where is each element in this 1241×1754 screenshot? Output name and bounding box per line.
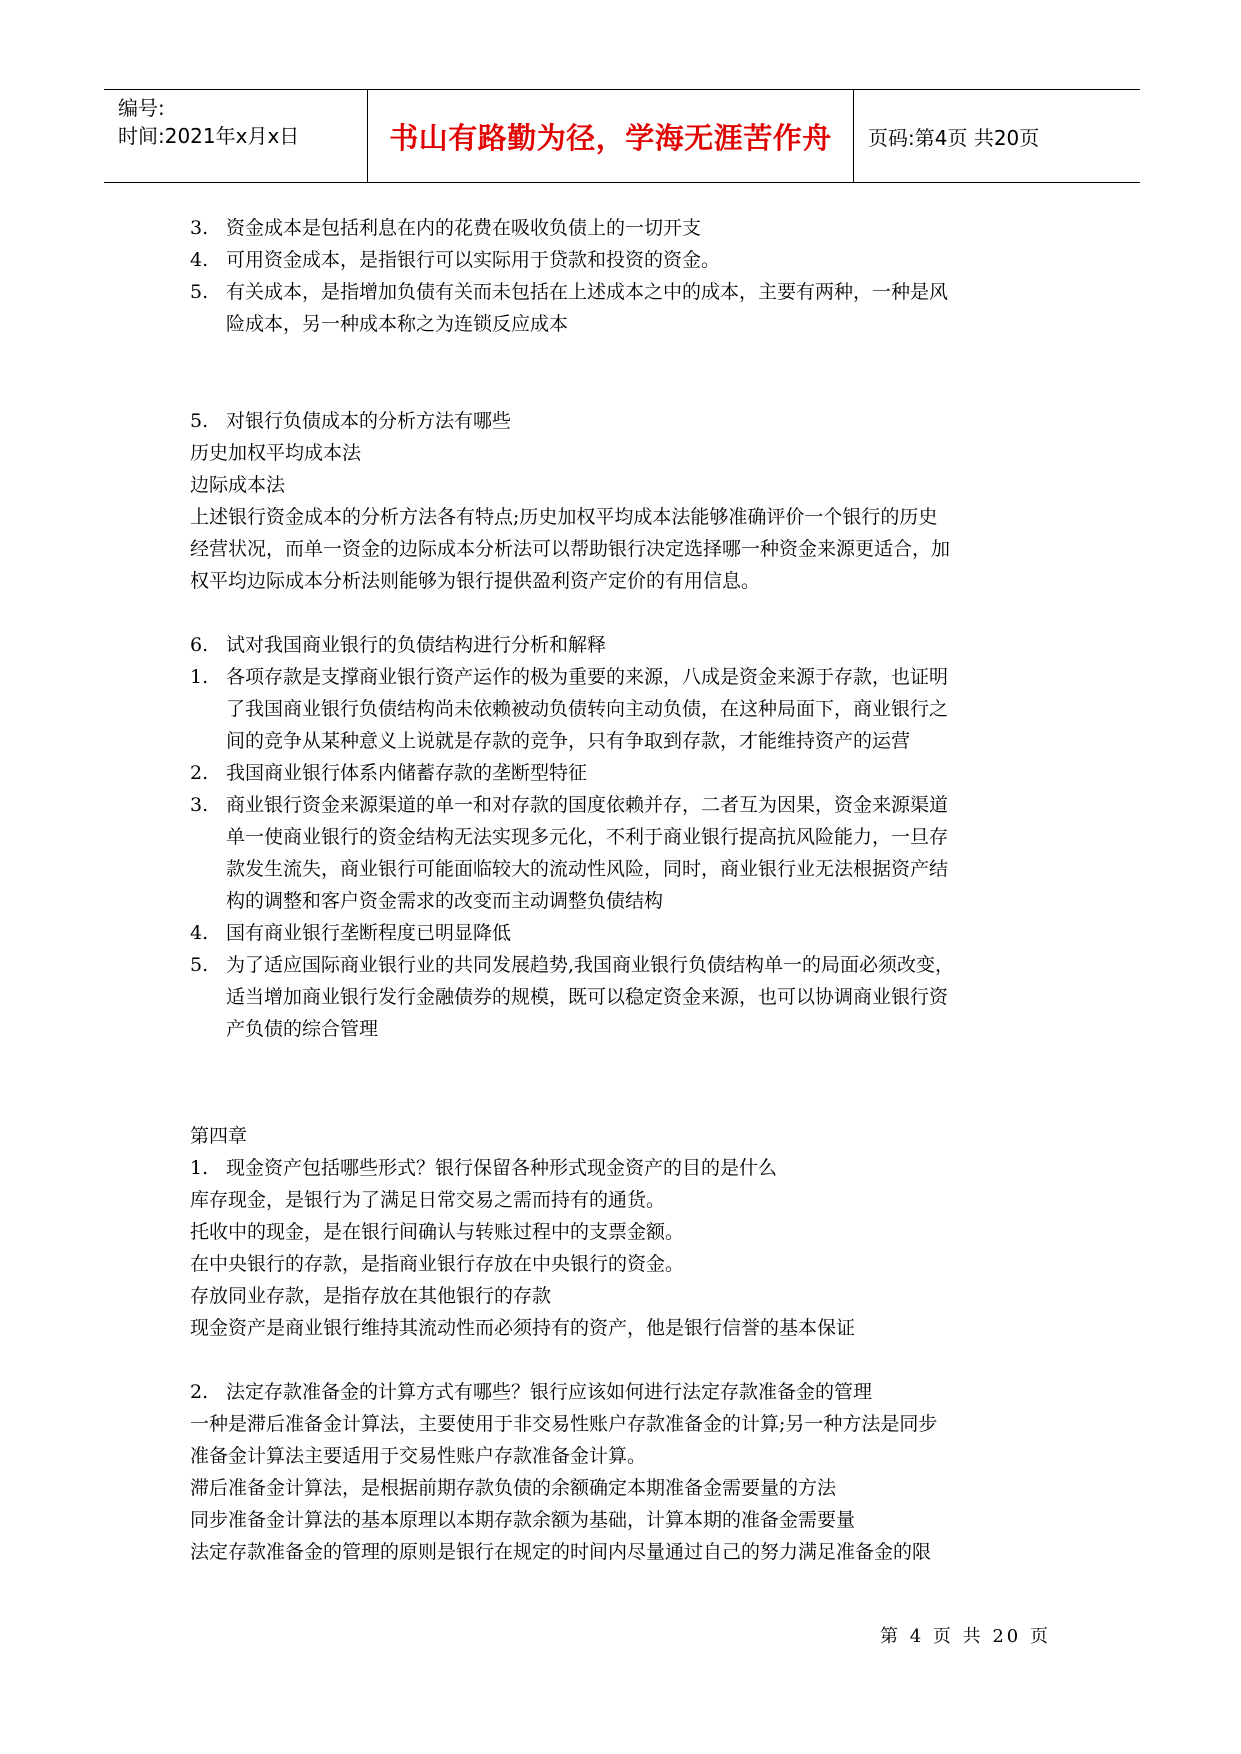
list-item <box>0 917 1241 949</box>
header-meta <box>118 94 299 150</box>
question-heading <box>0 405 1241 437</box>
document-header <box>104 89 1140 183</box>
footer-page-number: 第 4 页 共 20 页 <box>880 1626 1051 1647</box>
list-item-number: 2. <box>190 762 209 784</box>
document-number-label: 编号: <box>118 96 165 120</box>
list-item <box>0 661 1241 693</box>
paragraph-line: 法定存款准备金的管理的原则是银行在规定的时间内尽量通过自己的努力满足准备金的限 <box>190 1541 932 1563</box>
paragraph-line: 滞后准备金计算法，是根据前期存款负债的余额确定本期准备金需要量的方法 <box>190 1477 837 1499</box>
list-item-number: 4. <box>190 249 209 271</box>
list-item-text: 可用资金成本，是指银行可以实际用于贷款和投资的资金。 <box>226 249 721 271</box>
paragraph-line: 边际成本法 <box>190 474 286 496</box>
list-item <box>0 212 1241 244</box>
list-item-number: 3. <box>190 794 209 816</box>
list-item-continuation: 了我国商业银行负债结构尚未依赖被动负债转向主动负债，在这种局面下，商业银行之 <box>226 698 949 720</box>
paragraph-line: 历史加权平均成本法 <box>190 442 362 464</box>
list-item-number: 5. <box>190 954 209 976</box>
list-item-number: 4. <box>190 922 209 944</box>
question-text: 现金资产包括哪些形式？银行保留各种形式现金资产的目的是什么 <box>226 1157 778 1179</box>
list-item-continuation: 适当增加商业银行发行金融债券的规模，既可以稳定资金来源，也可以协调商业银行资 <box>226 986 949 1008</box>
list-item-continuation: 款发生流失，商业银行可能面临较大的流动性风险，同时，商业银行业无法根据资产结 <box>226 858 949 880</box>
list-item-continuation: 险成本，另一种成本称之为连锁反应成本 <box>226 313 569 335</box>
question-heading <box>0 629 1241 661</box>
list-item-continuation: 构的调整和客户资金需求的改变而主动调整负债结构 <box>226 890 664 912</box>
list-item <box>0 789 1241 821</box>
list-item-text: 资金成本是包括利息在内的花费在吸收负债上的一切开支 <box>226 217 702 239</box>
list-item-text: 商业银行资金来源渠道的单一和对存款的国度依赖并存，二者互为因果，资金来源渠道 <box>226 794 949 816</box>
list-item-text: 我国商业银行体系内储蓄存款的垄断型特征 <box>226 762 588 784</box>
list-item <box>0 949 1241 981</box>
paragraph-line: 准备金计算法主要适用于交易性账户存款准备金计算。 <box>190 1445 647 1467</box>
question-text: 对银行负债成本的分析方法有哪些 <box>226 410 512 432</box>
chapter-heading: 第四章 <box>190 1125 248 1147</box>
list-item-continuation: 单一使商业银行的资金结构无法实现多元化，不利于商业银行提高抗风险能力，一旦存 <box>226 826 949 848</box>
paragraph-line: 库存现金，是银行为了满足日常交易之需而持有的通货。 <box>190 1189 666 1211</box>
list-item-number: 3. <box>190 217 209 239</box>
question-number: 6. <box>190 634 209 656</box>
list-item <box>0 276 1241 308</box>
paragraph-line: 经营状况，而单一资金的边际成本分析法可以帮助银行决定选择哪一种资金来源更适合，加 <box>190 538 951 560</box>
document-time-label: 时间:2021年x月x日 <box>118 124 300 148</box>
list-item <box>0 757 1241 789</box>
question-text: 试对我国商业银行的负债结构进行分析和解释 <box>226 634 607 656</box>
paragraph-line: 上述银行资金成本的分析方法各有特点;历史加权平均成本法能够准确评价一个银行的历史 <box>190 506 938 528</box>
list-item-continuation: 产负债的综合管理 <box>226 1018 379 1040</box>
list-item-text: 国有商业银行垄断程度已明显降低 <box>226 922 512 944</box>
list-item-text: 为了适应国际商业银行业的共同发展趋势,我国商业银行负债结构单一的局面必须改变， <box>226 954 955 976</box>
paragraph-line: 权平均边际成本分析法则能够为银行提供盈利资产定价的有用信息。 <box>190 570 761 592</box>
header-page-number: 页码:第4页 共20页 <box>868 125 1040 150</box>
list-item-number: 1. <box>190 666 209 688</box>
paragraph-line: 同步准备金计算法的基本原理以本期存款余额为基础，计算本期的准备金需要量 <box>190 1509 856 1531</box>
list-item-number: 5. <box>190 281 209 303</box>
list-item-text: 有关成本，是指增加负债有关而未包括在上述成本之中的成本，主要有两种，一种是风 <box>226 281 949 303</box>
question-heading <box>0 1376 1241 1408</box>
list-item <box>0 244 1241 276</box>
header-divider <box>853 90 854 182</box>
header-motto: 书山有路勤为径，学海无涯苦作舟 <box>389 120 832 155</box>
paragraph-line: 现金资产是商业银行维持其流动性而必须持有的资产，他是银行信誉的基本保证 <box>190 1317 856 1339</box>
list-item-continuation: 间的竞争从某种意义上说就是存款的竞争，只有争取到存款，才能维持资产的运营 <box>226 730 911 752</box>
paragraph-line: 托收中的现金，是在银行间确认与转账过程中的支票金额。 <box>190 1221 685 1243</box>
question-heading <box>0 1152 1241 1184</box>
list-item-text: 各项存款是支撑商业银行资产运作的极为重要的来源，八成是资金来源于存款，也证明 <box>226 666 949 688</box>
question-number: 5. <box>190 410 209 432</box>
paragraph-line: 存放同业存款，是指存放在其他银行的存款 <box>190 1285 552 1307</box>
question-text: 法定存款准备金的计算方式有哪些？银行应该如何进行法定存款准备金的管理 <box>226 1381 873 1403</box>
paragraph-line: 在中央银行的存款，是指商业银行存放在中央银行的资金。 <box>190 1253 685 1275</box>
question-number: 2. <box>190 1381 209 1403</box>
question-number: 1. <box>190 1157 209 1179</box>
paragraph-line: 一种是滞后准备金计算法，主要使用于非交易性账户存款准备金的计算;另一种方法是同步 <box>190 1413 938 1435</box>
